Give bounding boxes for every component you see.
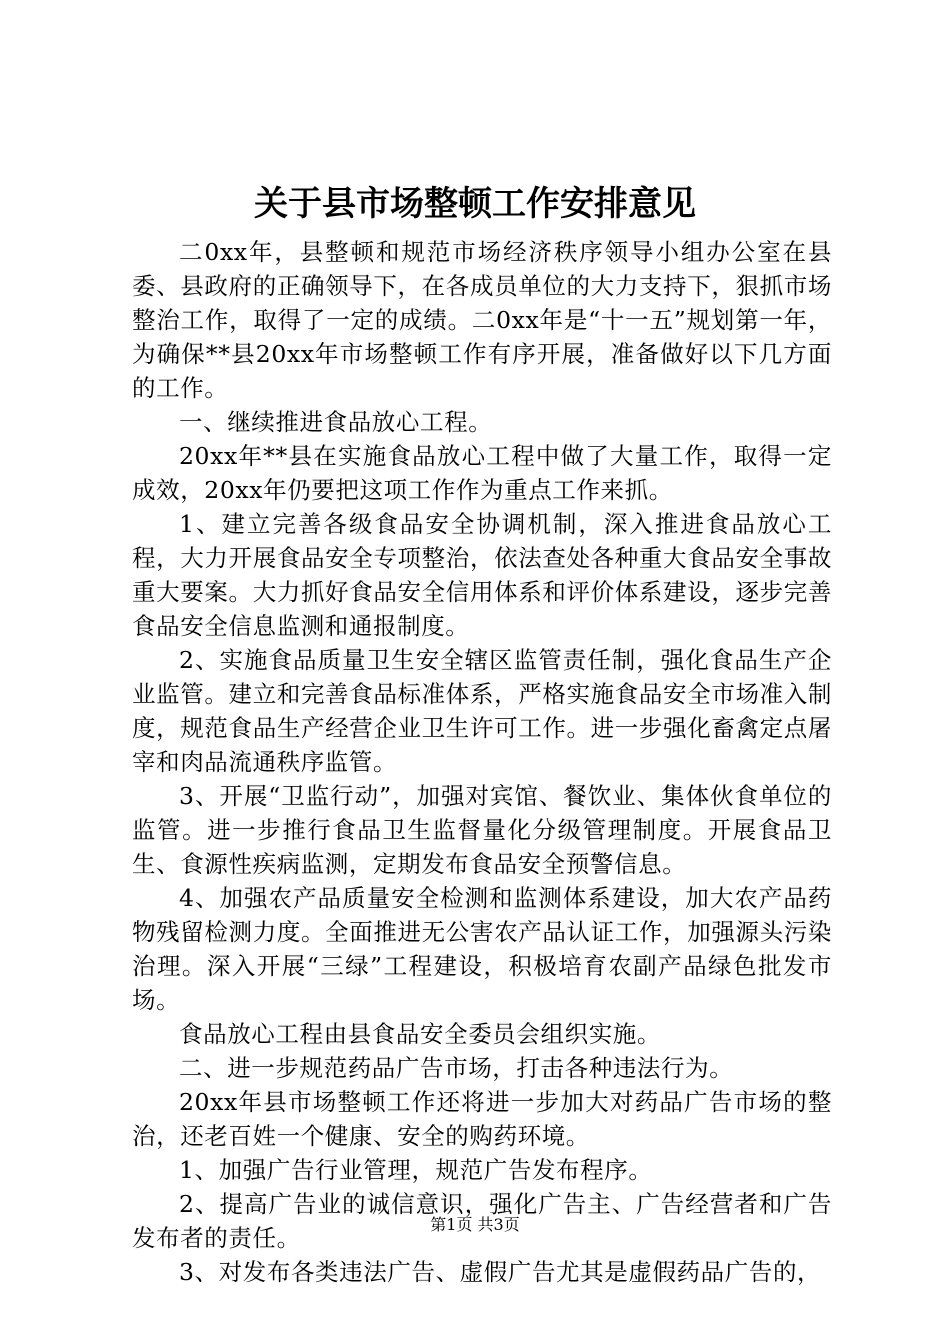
paragraph: 20xx年**县在实施食品放心工程中做了大量工作，取得一定成效，20xx年仍要把这项工作作为重点工作来抓。 bbox=[132, 442, 832, 504]
paragraph-intro: 二0xx年，县整顿和规范市场经济秩序领导小组办公室在县委、县政府的正确领导下，在各成员单位的大力支持下，狠抓市场整治工作，取得了一定的成绩。二0xx年是“十一五”规划第一年，为确保**县20xx年市场整顿工作有序开展，准备做好以下几方面的工作。 bbox=[132, 238, 832, 402]
list-item: 1、建立完善各级食品安全协调机制，深入推进食品放心工程，大力开展食品安全专项整治，依法查处各种重大食品安全事故重大要案。大力抓好食品安全信用体系和评价体系建设，逐步完善食品安全信息监测和通报制度。 bbox=[132, 510, 832, 640]
paragraph: 20xx年县市场整顿工作还将进一步加大对药品广告市场的整治，还老百姓一个健康、安全的购药环境。 bbox=[132, 1088, 832, 1150]
list-item: 2、实施食品质量卫生安全辖区监管责任制，强化食品生产企业监管。建立和完善食品标准体系，严格实施食品安全市场准入制度，规范食品生产经营企业卫生许可工作。进一步强化畜禽定点屠宰和肉品流通秩序监管。 bbox=[132, 646, 832, 776]
list-item: 3、开展“卫监行动”，加强对宾馆、餐饮业、集体伙食单位的监管。进一步推行食品卫生监督量化分级管理制度。开展食品卫生、食源性疾病监测，定期发布食品安全预警信息。 bbox=[132, 782, 832, 878]
page-footer: 第1页 共3页 bbox=[430, 1215, 520, 1234]
document-body bbox=[132, 235, 832, 1289]
section-heading-2: 二、进一步规范药品广告市场，打击各种违法行为。 bbox=[179, 1054, 734, 1082]
list-item: 2、提高广告业的诚信意识，强化广告主、广告经营者和广告发布者的责任。 bbox=[132, 1190, 832, 1252]
list-item: 4、加强农产品质量安全检测和监测体系建设，加大农产品药物残留检测力度。全面推进无公害农产品认证工作，加强源头污染治理。深入开展“三绿”工程建设，积极培育农副产品绿色批发市场。 bbox=[132, 884, 832, 1014]
paragraph: 食品放心工程由县食品安全委员会组织实施。 bbox=[179, 1020, 661, 1048]
section-heading-1: 一、继续推进食品放心工程。 bbox=[179, 408, 493, 436]
list-item: 3、对发布各类违法广告、虚假广告尤其是虚假药品广告的， bbox=[179, 1258, 822, 1286]
list-item: 1、加强广告行业管理，规范广告发布程序。 bbox=[179, 1156, 653, 1184]
document-title: 关于县市场整顿工作安排意见 bbox=[254, 184, 696, 224]
